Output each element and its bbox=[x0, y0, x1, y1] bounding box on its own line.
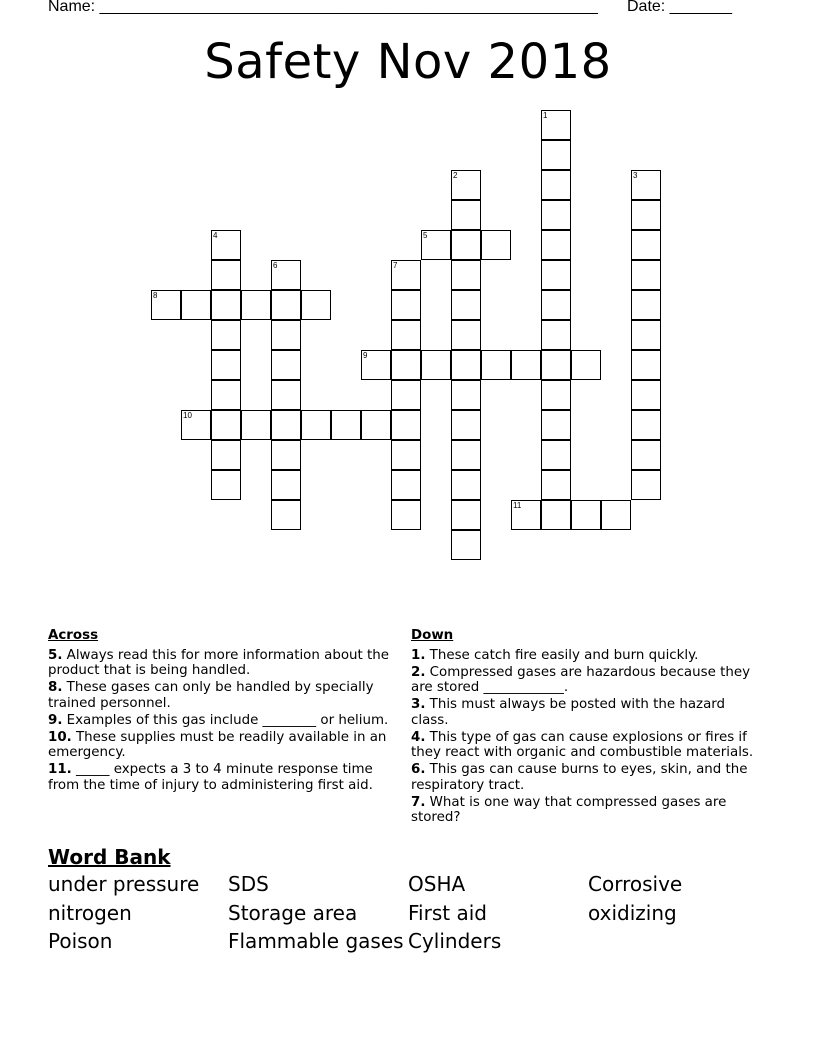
crossword-cell[interactable] bbox=[211, 380, 241, 410]
crossword-cell[interactable] bbox=[541, 470, 571, 500]
crossword-cell[interactable] bbox=[301, 290, 331, 320]
crossword-cell[interactable] bbox=[451, 230, 481, 260]
clue-text: These gases can only be handled by specially trained personnel. bbox=[48, 680, 374, 711]
crossword-cell[interactable] bbox=[271, 320, 301, 350]
clue-across-9 bbox=[48, 713, 393, 729]
crossword-cell[interactable] bbox=[361, 410, 391, 440]
crossword-cell[interactable] bbox=[271, 410, 301, 440]
crossword-cell[interactable] bbox=[451, 500, 481, 530]
clue-across-10 bbox=[48, 730, 393, 761]
clue-across-5 bbox=[48, 648, 393, 679]
clue-number: 10. bbox=[48, 729, 72, 745]
crossword-cell[interactable] bbox=[211, 260, 241, 290]
crossword-cell[interactable] bbox=[631, 290, 661, 320]
crossword-cell[interactable] bbox=[451, 380, 481, 410]
crossword-cell[interactable] bbox=[631, 200, 661, 230]
cell-number: 4 bbox=[213, 231, 218, 240]
name-field-label: Name: ________________________________________________________ bbox=[48, 0, 598, 15]
crossword-cell[interactable] bbox=[451, 170, 481, 200]
crossword-cell[interactable] bbox=[541, 110, 571, 140]
crossword-cell[interactable] bbox=[361, 350, 391, 380]
crossword-cell[interactable] bbox=[631, 350, 661, 380]
clue-text: Always read this for more information about the product that is being handled. bbox=[48, 647, 389, 678]
crossword-cell[interactable] bbox=[451, 470, 481, 500]
crossword-cell[interactable] bbox=[211, 230, 241, 260]
crossword-cell[interactable] bbox=[541, 230, 571, 260]
crossword-cell[interactable] bbox=[391, 260, 421, 290]
crossword-cell[interactable] bbox=[451, 410, 481, 440]
crossword-cell[interactable] bbox=[541, 500, 571, 530]
clue-down-6 bbox=[411, 762, 766, 793]
word-bank bbox=[48, 872, 768, 954]
clue-number: 3. bbox=[411, 697, 426, 712]
clue-number: 2. bbox=[411, 664, 426, 680]
clue-number: 5. bbox=[48, 647, 63, 663]
clue-text: This type of gas can cause explosions or fires if they react with organic and combustible materials. bbox=[411, 729, 754, 760]
crossword-cell[interactable] bbox=[391, 410, 421, 440]
clue-number: 6. bbox=[411, 762, 426, 777]
clue-down-3 bbox=[411, 697, 766, 728]
clue-text: These catch fire easily and burn quickly. bbox=[429, 647, 699, 663]
crossword-cell[interactable] bbox=[541, 290, 571, 320]
crossword-cell[interactable] bbox=[301, 410, 331, 440]
word-bank-title: Word Bank bbox=[48, 845, 171, 869]
clue-number: 11. bbox=[48, 762, 72, 777]
crossword-cell[interactable] bbox=[541, 200, 571, 230]
crossword-cell[interactable] bbox=[451, 320, 481, 350]
word-bank-item: First aid bbox=[408, 900, 487, 925]
page-title: Safety Nov 2018 bbox=[204, 34, 612, 90]
crossword-cell[interactable] bbox=[391, 470, 421, 500]
crossword-cell[interactable] bbox=[391, 380, 421, 410]
crossword-cell[interactable] bbox=[541, 350, 571, 380]
clue-text: _____ expects a 3 to 4 minute response time from the time of injury to administering first aid. bbox=[48, 762, 373, 793]
crossword-cell[interactable] bbox=[451, 260, 481, 290]
word-bank-item: Flammable gases bbox=[228, 929, 404, 953]
cell-number: 6 bbox=[273, 261, 278, 270]
word-bank-item: under pressure bbox=[48, 872, 200, 896]
clue-number: 1. bbox=[411, 647, 426, 663]
crossword-cell[interactable] bbox=[391, 500, 421, 530]
crossword-cell[interactable] bbox=[451, 290, 481, 320]
crossword-cell[interactable] bbox=[481, 350, 511, 380]
cell-number: 11 bbox=[513, 501, 522, 510]
crossword-cell[interactable] bbox=[331, 410, 361, 440]
crossword-cell[interactable] bbox=[211, 470, 241, 500]
crossword-cell[interactable] bbox=[451, 530, 481, 560]
crossword-cell[interactable] bbox=[481, 230, 511, 260]
crossword-cell[interactable] bbox=[631, 260, 661, 290]
cell-number: 8 bbox=[153, 291, 158, 300]
clue-number: 4. bbox=[411, 729, 426, 745]
cell-number: 9 bbox=[363, 351, 368, 360]
crossword-cell[interactable] bbox=[631, 230, 661, 260]
crossword-cell[interactable] bbox=[541, 260, 571, 290]
clue-text: This must always be posted with the hazard class. bbox=[411, 697, 726, 728]
word-bank-item: Cylinders bbox=[408, 929, 502, 953]
crossword-cell[interactable] bbox=[151, 290, 181, 320]
crossword-cell[interactable] bbox=[541, 440, 571, 470]
crossword-cell[interactable] bbox=[211, 440, 241, 470]
across-heading: Across bbox=[48, 628, 99, 643]
crossword-cell[interactable] bbox=[181, 410, 211, 440]
crossword-cell[interactable] bbox=[391, 440, 421, 470]
clue-down-4 bbox=[411, 730, 766, 761]
cell-number: 1 bbox=[543, 111, 548, 120]
crossword-cell[interactable] bbox=[271, 350, 301, 380]
crossword-cell[interactable] bbox=[451, 350, 481, 380]
crossword-cell[interactable] bbox=[631, 170, 661, 200]
crossword-cell[interactable] bbox=[241, 290, 271, 320]
clue-number: 8. bbox=[48, 680, 63, 695]
crossword-cell[interactable] bbox=[631, 380, 661, 410]
crossword-cell[interactable] bbox=[271, 500, 301, 530]
crossword-cell[interactable] bbox=[241, 410, 271, 440]
crossword-cell[interactable] bbox=[391, 320, 421, 350]
word-bank-item: SDS bbox=[228, 872, 269, 896]
crossword-cell[interactable] bbox=[541, 140, 571, 170]
crossword-cell[interactable] bbox=[271, 440, 301, 470]
clue-text: What is one way that compressed gases are stored? bbox=[411, 794, 727, 825]
word-bank-item: OSHA bbox=[408, 872, 466, 896]
clue-down-1 bbox=[411, 648, 766, 664]
crossword-cell[interactable] bbox=[511, 500, 541, 530]
cell-number: 3 bbox=[633, 171, 638, 180]
word-bank-item: nitrogen bbox=[48, 900, 132, 925]
crossword-cell[interactable] bbox=[631, 410, 661, 440]
crossword-cell[interactable] bbox=[541, 320, 571, 350]
date-field-label: Date: _______ bbox=[627, 0, 732, 15]
crossword-cell[interactable] bbox=[601, 500, 631, 530]
crossword-cell[interactable] bbox=[631, 470, 661, 500]
clue-text: These supplies must be readily available in an emergency. bbox=[48, 729, 387, 760]
crossword-cell[interactable] bbox=[211, 290, 241, 320]
word-bank-item: oxidizing bbox=[588, 900, 677, 925]
clue-text: Examples of this gas include ________ or helium. bbox=[66, 712, 389, 728]
clue-across-11 bbox=[48, 762, 393, 793]
crossword-cell[interactable] bbox=[541, 410, 571, 440]
cell-number: 2 bbox=[453, 171, 458, 180]
crossword-cell[interactable] bbox=[511, 350, 541, 380]
crossword-cell[interactable] bbox=[571, 500, 601, 530]
crossword-cell[interactable] bbox=[211, 350, 241, 380]
down-clues bbox=[411, 628, 766, 827]
crossword-cell[interactable] bbox=[271, 290, 301, 320]
word-bank-item: Poison bbox=[48, 929, 113, 953]
crossword-cell[interactable] bbox=[451, 200, 481, 230]
crossword-cell[interactable] bbox=[391, 350, 421, 380]
crossword-cell[interactable] bbox=[211, 410, 241, 440]
word-bank-item: Storage area bbox=[228, 900, 358, 925]
clue-text: This gas can cause burns to eyes, skin, and the respiratory tract. bbox=[411, 762, 748, 793]
crossword-cell[interactable] bbox=[631, 440, 661, 470]
crossword-cell[interactable] bbox=[631, 320, 661, 350]
crossword-cell[interactable] bbox=[271, 260, 301, 290]
cell-number: 5 bbox=[423, 231, 428, 240]
crossword-cell[interactable] bbox=[211, 320, 241, 350]
clue-down-7 bbox=[411, 795, 766, 826]
clue-down-2 bbox=[411, 665, 766, 696]
cell-number: 10 bbox=[183, 411, 192, 420]
crossword-cell[interactable] bbox=[391, 290, 421, 320]
word-bank-item: Corrosive bbox=[588, 872, 683, 896]
clue-number: 7. bbox=[411, 794, 426, 810]
cell-number: 7 bbox=[393, 261, 398, 270]
crossword-cell[interactable] bbox=[181, 290, 211, 320]
clue-text: Compressed gases are hazardous because they are stored ____________. bbox=[411, 664, 750, 695]
clue-number: 9. bbox=[48, 712, 63, 728]
crossword-cell[interactable] bbox=[421, 350, 451, 380]
down-heading: Down bbox=[411, 628, 454, 643]
crossword-cell[interactable] bbox=[541, 380, 571, 410]
clue-across-8 bbox=[48, 680, 393, 711]
crossword-cell[interactable] bbox=[541, 170, 571, 200]
crossword-cell[interactable] bbox=[271, 380, 301, 410]
across-clues bbox=[48, 628, 393, 795]
crossword-cell[interactable] bbox=[271, 470, 301, 500]
crossword-cell[interactable] bbox=[571, 350, 601, 380]
crossword-cell[interactable] bbox=[421, 230, 451, 260]
crossword-cell[interactable] bbox=[451, 440, 481, 470]
